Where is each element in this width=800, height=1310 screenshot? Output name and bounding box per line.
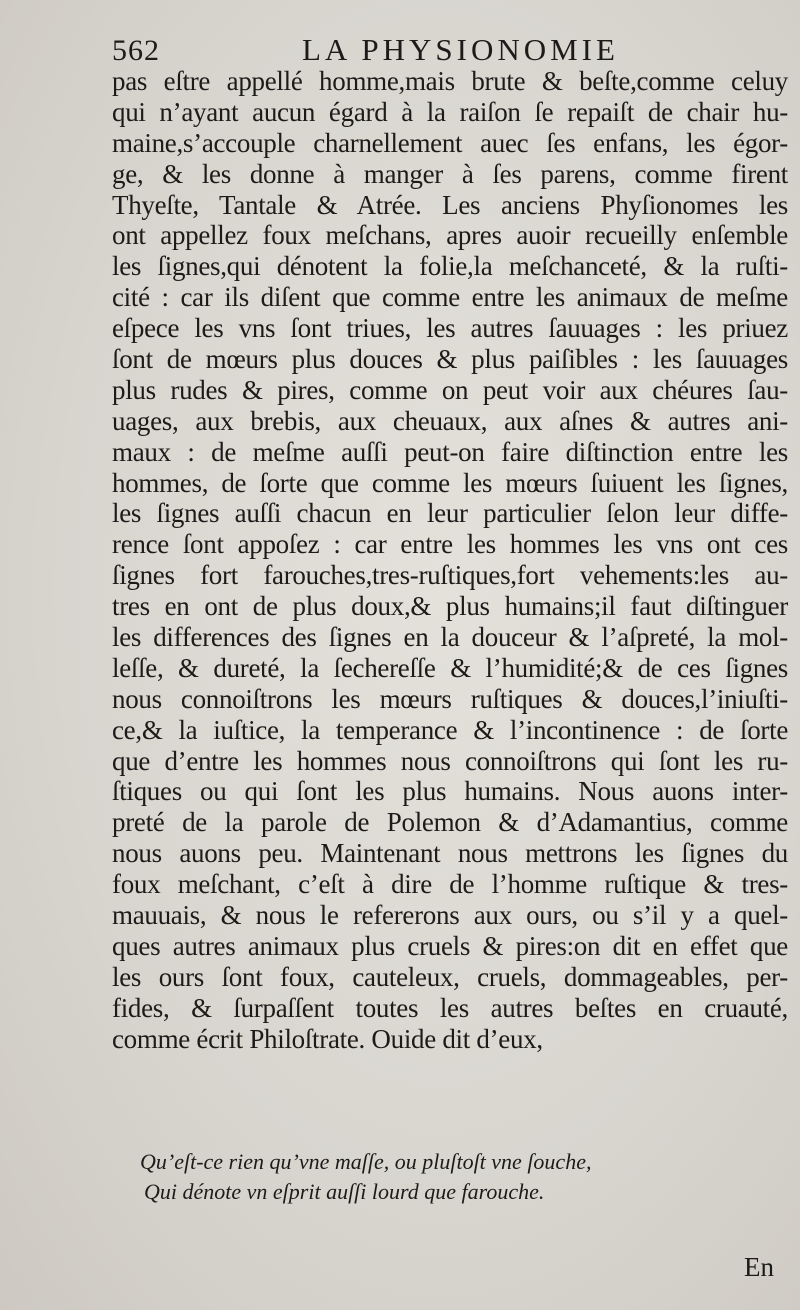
text-line: preté de la parole de Polemon & d’Adamantius, comme — [112, 807, 788, 838]
text-line: leſſe, & dureté, la ſechereſſe & l’humidité;& de ces ſignes — [112, 652, 788, 683]
text-line: ce,& la iuſtice, la temperance & l’incontinence : de ſorte — [112, 714, 788, 745]
text-line: les ſignes auſſi chacun en leur particulier ſelon leur diffe- — [112, 498, 788, 529]
text-line: nous auons peu. Maintenant nous mettrons les ſignes du — [112, 838, 788, 869]
text-line: hommes, de ſorte que comme les mœurs ſuiuent les ſignes, — [112, 467, 788, 498]
text-line: fides, & ſurpaſſent toutes les autres beſtes en cruauté, — [112, 992, 788, 1023]
text-line: eſpece les vns ſont triues, les autres ſauuages : les priuez — [112, 313, 788, 344]
running-title: LA PHYSIONOMIE — [302, 32, 619, 67]
text-line: plus rudes & pires, comme on peut voir aux chéures ſau- — [112, 374, 788, 405]
text-line: ques autres animaux plus cruels & pires:on dit en effet que — [112, 930, 788, 961]
text-line: Thyeſte, Tantale & Atrée. Les anciens Phyſionomes les — [112, 189, 788, 220]
text-line: maux : de meſme auſſi peut-on faire diſtinction entre les — [112, 436, 788, 467]
text-line: ont appellez foux meſchans, apres auoir recueilly enſemble — [112, 220, 788, 251]
text-line: les ſignes,qui dénotent la folie,la meſchanceté, & la ruſti- — [112, 251, 788, 282]
text-line: ſtiques ou qui ſont les plus humains. Nous auons inter- — [112, 776, 788, 807]
text-line: pas eſtre appellé homme,mais brute & beſte,comme celuy — [112, 66, 788, 96]
text-line: comme écrit Philoſtrate. Ouide dit d’eux, — [112, 1023, 543, 1054]
text-line: qui n’ayant aucun égard à la raiſon ſe repaiſt de chair hu- — [112, 96, 788, 127]
text-line: foux meſchant, c’eſt à dire de l’homme ruſtique & tres- — [112, 869, 788, 900]
text-line: que d’entre les hommes nous connoiſtrons qui ſont les ru- — [112, 745, 788, 776]
text-line: cité : car ils diſent que comme entre les animaux de meſme — [112, 282, 788, 313]
verse-line: Qu’eſt-ce rien qu’vne maſſe, ou pluſtoſt vne ſouche, — [140, 1149, 592, 1174]
text-line: ge, & les donne à manger à ſes parens, comme firent — [112, 158, 788, 189]
text-line: uages, aux brebis, aux cheuaux, aux aſnes & autres ani- — [112, 405, 788, 436]
page-number: 562 — [112, 34, 160, 67]
body-text — [112, 66, 788, 1055]
text-line: ſignes fort farouches,tres-ruſtiques,fort vehements:les au- — [112, 560, 788, 591]
text-line: rence ſont appoſez : car entre les hommes les vns ont ces — [112, 529, 788, 560]
text-line: maine,s’accouple charnellement auec ſes enfans, les égor- — [112, 127, 788, 158]
text-line: tres en ont de plus doux,& plus humains;il faut diſtinguer — [112, 591, 788, 622]
catchword: En — [744, 1252, 774, 1282]
text-line: nous connoiſtrons les mœurs ruſtiques & douces,l’iniuſti- — [112, 683, 788, 714]
text-line: mauuais, & nous le refererons aux ours, ou s’il y a quel- — [112, 900, 788, 931]
text-line: ſont de mœurs plus douces & plus paiſibles : les ſauuages — [112, 344, 788, 375]
text-line: les ours ſont foux, cauteleux, cruels, dommageables, per- — [112, 961, 788, 992]
verse-line: Qui dénote vn eſprit auſſi lourd que farouche. — [144, 1179, 545, 1204]
verse-quotation — [140, 1147, 700, 1207]
text-line: les differences des ſignes en la douceur & l’aſpreté, la mol- — [112, 622, 788, 653]
